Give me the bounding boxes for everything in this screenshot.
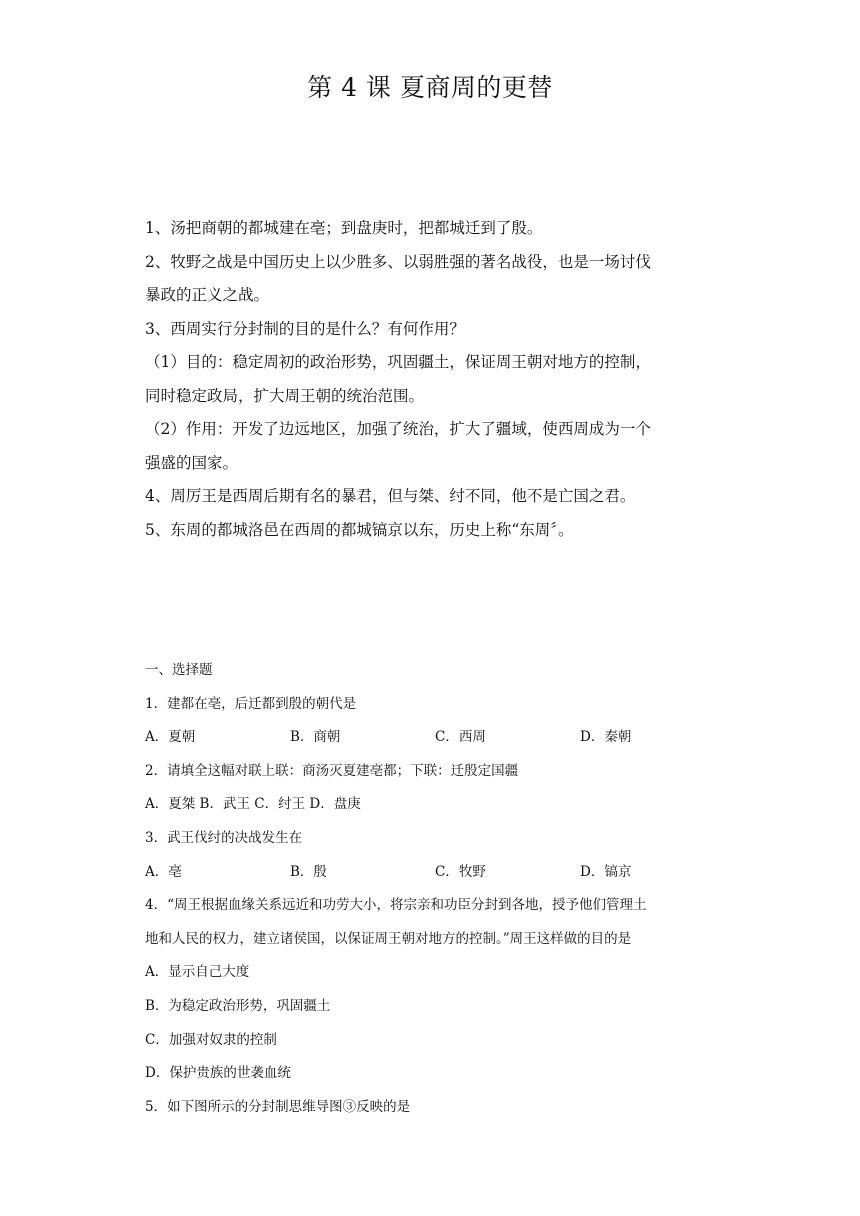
question-4-stem-continued: 地和人民的权力，建立诸侯国，以保证周王朝对地方的控制。”周王这样做的目的是: [145, 930, 632, 947]
lesson-title: 第 4 课 夏商周的更替: [307, 73, 553, 102]
question-1-options: [145, 721, 725, 755]
option-d: D．秦朝: [580, 729, 632, 746]
question-4-stem: 4．“周王根据血缘关系远近和功劳大小，将宗亲和功臣分封到各地，授予他们管理土: [145, 897, 647, 914]
question-5-stem: 5．如下图所示的分封制思维导图③反映的是: [145, 1098, 411, 1115]
knowledge-point-line: 3、西周实行分封制的目的是什么？有何作用？: [145, 319, 465, 338]
knowledge-point-line: 4、周厉王是西周后期有名的暴君，但与桀、纣不同，他不是亡国之君。: [145, 487, 636, 505]
option-b: B．为稳定政治形势，巩固疆土: [145, 997, 331, 1014]
option-a: A．显示自己大度: [145, 964, 250, 981]
question-3-stem: 3．武王伐纣的决战发生在: [145, 829, 303, 846]
question-3-options: [145, 856, 725, 890]
option-a: A．亳: [145, 863, 182, 880]
knowledge-point-line: （2）作用：开发了边远地区，加强了统治，扩大了疆域，使西周成为一个: [145, 420, 651, 438]
knowledge-point-line: 5、东周的都城洛邑在西周的都城镐京以东，历史上称“东周〞。: [145, 520, 574, 539]
option-b: B．殷: [290, 863, 327, 880]
option-d: D．保护贵族的世袭血统: [145, 1065, 291, 1082]
exercise-section: [145, 654, 725, 1124]
option-c: C．西周: [435, 729, 486, 746]
section-heading: 一、选择题: [145, 662, 213, 678]
knowledge-point-line: 同时稳定政局，扩大周王朝的统治范围。: [145, 386, 425, 405]
question-2-options: A．夏桀 B．武王 C．纣王 D．盘庚: [145, 796, 361, 813]
question-2-stem: 2．请填全这幅对联上联：商汤灭夏建亳都；下联：迁殷定国疆: [145, 762, 519, 779]
option-a: A．夏朝: [145, 729, 196, 746]
option-c: C．加强对奴隶的控制: [145, 1031, 277, 1048]
question-1-stem: 1．建都在亳，后迁都到殷的朝代是: [145, 695, 357, 712]
knowledge-point-line: 2、牧野之战是中国历史上以少胜多、以弱胜强的著名战役，也是一场讨伐: [145, 252, 651, 271]
knowledge-point-line: 1、汤把商朝的都城建在亳；到盘庚时，把都城迁到了殷。: [145, 219, 543, 237]
knowledge-points: [145, 212, 720, 547]
knowledge-point-line: 强盛的国家。: [145, 453, 239, 472]
knowledge-point-line: 暴政的正义之战。: [145, 286, 270, 304]
option-c: C．牧野: [435, 863, 486, 880]
option-b: B．商朝: [290, 729, 341, 746]
option-d: D．镐京: [580, 863, 632, 880]
knowledge-point-line: （1）目的：稳定周初的政治形势，巩固疆土，保证周王朝对地方的控制，: [145, 353, 651, 371]
